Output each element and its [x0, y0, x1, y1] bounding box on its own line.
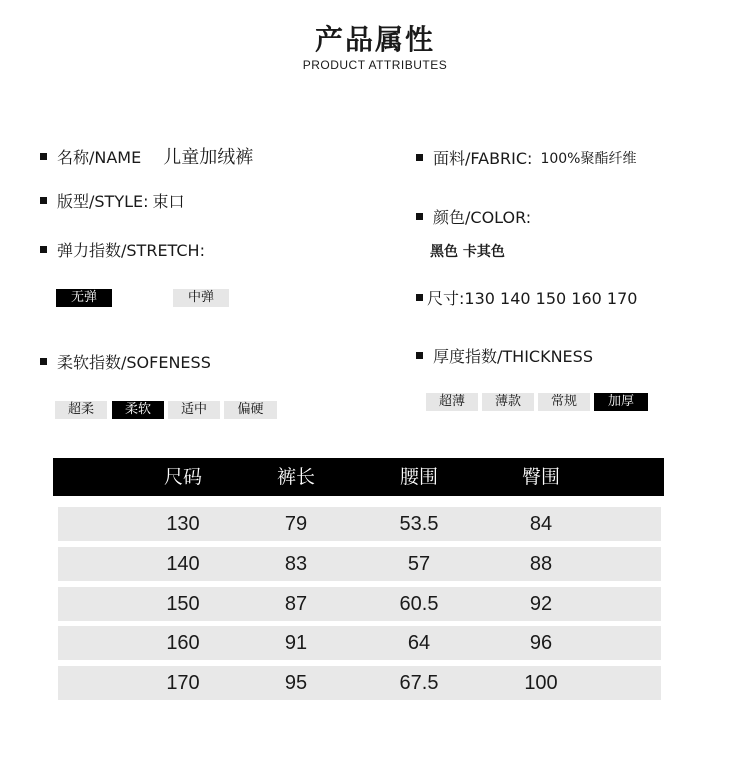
cell-hip: 96	[529, 632, 553, 654]
cell-hip: 92	[529, 593, 553, 615]
bullet-icon	[416, 154, 423, 161]
attr-fabric	[416, 146, 636, 169]
attr-fabric-value: 100%聚酯纤维	[540, 150, 637, 167]
thickness-option-regular[interactable]: 常规	[538, 393, 590, 411]
table-row	[58, 507, 661, 541]
thickness-option-thick[interactable]: 加厚	[594, 393, 648, 411]
bullet-icon	[416, 213, 423, 220]
cell-length: 87	[284, 593, 308, 615]
table-row	[58, 666, 661, 700]
attr-stretch-label: 弹力指数/STRETCH:	[57, 241, 205, 260]
cell-waist: 67.5	[399, 672, 439, 694]
size-table-header	[53, 458, 664, 496]
softness-option-soft[interactable]: 柔软	[112, 401, 164, 419]
attr-style-label: 版型/STYLE:	[57, 192, 149, 211]
bullet-icon	[40, 246, 47, 253]
column-header-waist: 腰围	[399, 466, 438, 488]
attr-fabric-label: 面料/FABRIC:	[433, 149, 533, 168]
thickness-option-ultra-thin[interactable]: 超薄	[426, 393, 478, 411]
cell-waist: 53.5	[399, 513, 439, 535]
attr-name-label: 名称/NAME	[57, 147, 142, 167]
softness-option-super-soft[interactable]: 超柔	[55, 401, 107, 419]
table-row	[58, 547, 661, 581]
attr-color-label: 颜色/COLOR:	[433, 208, 532, 227]
cell-waist: 57	[407, 553, 431, 575]
cell-length: 83	[284, 553, 308, 575]
attr-name-value: 儿童加绒裤	[163, 147, 254, 168]
cell-waist: 60.5	[399, 593, 439, 615]
column-header-length: 裤长	[276, 466, 315, 488]
table-row	[58, 587, 661, 621]
table-row	[58, 626, 661, 660]
cell-size: 140	[166, 553, 200, 575]
cell-size: 130	[166, 513, 200, 535]
thickness-option-thin[interactable]: 薄款	[482, 393, 534, 411]
attr-softness	[40, 350, 211, 373]
attr-stretch	[40, 238, 205, 261]
bullet-icon	[40, 197, 47, 204]
cell-length: 79	[284, 513, 308, 535]
attr-softness-label: 柔软指数/SOFENESS	[57, 353, 211, 372]
bullet-icon	[416, 352, 423, 359]
attr-thickness	[416, 344, 593, 367]
cell-waist: 64	[407, 632, 431, 654]
attr-style-value: 束口	[152, 192, 185, 211]
cell-size: 170	[166, 672, 200, 694]
stretch-option-none[interactable]: 无弹	[56, 289, 112, 307]
cell-size: 160	[166, 632, 200, 654]
cell-hip: 88	[529, 553, 553, 575]
stretch-option-medium[interactable]: 中弹	[173, 289, 229, 307]
attr-size-label: 尺寸:130 140 150 160 170	[427, 289, 638, 308]
page-title: 产品属性	[314, 23, 435, 56]
attr-name	[40, 143, 253, 169]
attr-thickness-label: 厚度指数/THICKNESS	[433, 347, 593, 366]
softness-option-hard[interactable]: 偏硬	[224, 401, 277, 419]
cell-length: 91	[284, 632, 308, 654]
cell-length: 95	[284, 672, 308, 694]
bullet-icon	[416, 294, 423, 301]
attr-color	[416, 205, 531, 228]
page-subtitle: PRODUCT ATTRIBUTES	[302, 58, 448, 72]
cell-size: 150	[166, 593, 200, 615]
attr-style	[40, 189, 185, 212]
column-header-hip: 臀围	[521, 466, 560, 488]
bullet-icon	[40, 153, 47, 160]
bullet-icon	[40, 358, 47, 365]
softness-option-medium[interactable]: 适中	[168, 401, 220, 419]
column-header-size: 尺码	[163, 466, 202, 488]
attr-color-value: 黑色 卡其色	[430, 244, 505, 260]
cell-hip: 84	[529, 513, 553, 535]
cell-hip: 100	[524, 672, 558, 694]
attr-size	[416, 286, 637, 309]
